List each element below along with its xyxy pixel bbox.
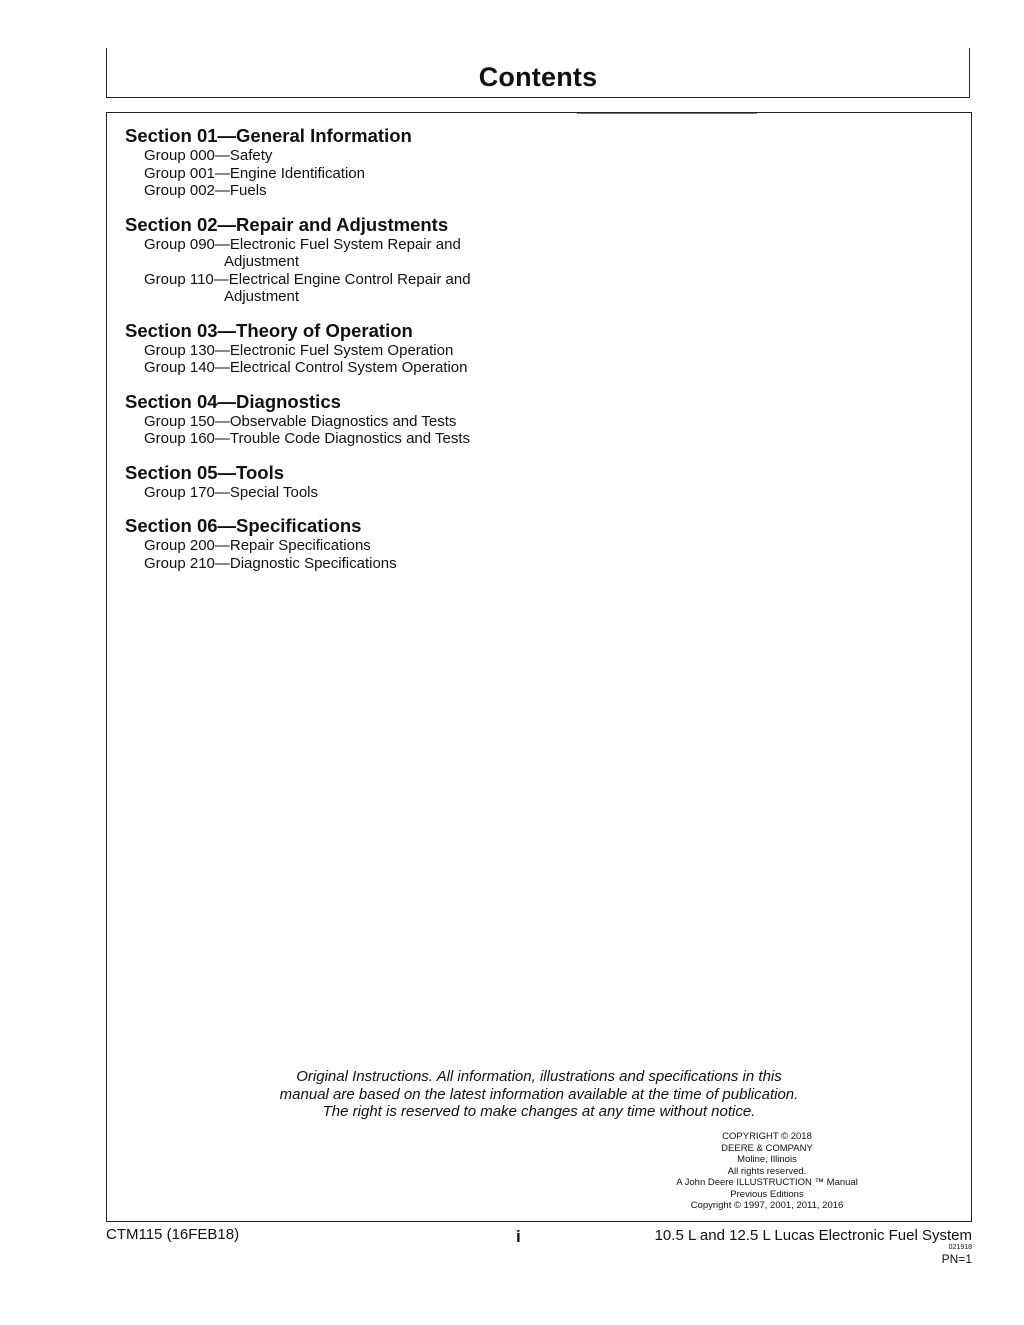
toc-group-item[interactable] xyxy=(125,165,725,183)
toc-group-list xyxy=(125,147,725,200)
footer-page-number: i xyxy=(516,1227,521,1246)
toc-group-label: Group 110—Electrical Engine Control Repair and xyxy=(144,270,471,288)
toc-group-label-continued: Adjustment xyxy=(224,288,300,305)
toc-section xyxy=(125,515,725,572)
toc-section xyxy=(125,320,725,377)
notice-line: Original Instructions. All information, illustrations and specifications in this xyxy=(296,1068,782,1085)
toc-group-label: Group 170—Special Tools xyxy=(144,483,318,501)
toc-group-list xyxy=(125,484,725,502)
footer-doc-id: CTM115 (16FEB18) xyxy=(106,1226,240,1243)
toc-section xyxy=(125,125,725,200)
toc-group-item[interactable] xyxy=(125,484,725,502)
toc-group-label: Group 140—Electrical Control System Operation xyxy=(144,359,468,376)
copyright-line: Moline, Illinois xyxy=(737,1154,797,1165)
copyright-line: Previous Editions xyxy=(730,1188,804,1200)
toc-group-item[interactable] xyxy=(125,359,725,377)
original-instructions-notice xyxy=(107,1068,971,1121)
toc-group-item[interactable] xyxy=(125,147,725,165)
toc-section-title[interactable]: Section 02—Repair and Adjustments xyxy=(125,213,449,235)
toc-group-label: Group 001—Engine Identification xyxy=(144,164,365,182)
notice-line: manual are based on the latest information available at the time of publication. xyxy=(279,1085,799,1103)
contents-box xyxy=(106,112,972,1222)
toc-group-label: Group 160—Trouble Code Diagnostics and Tests xyxy=(144,430,471,447)
copyright-line: All rights reserved. xyxy=(727,1165,807,1177)
toc-group-item[interactable] xyxy=(125,537,725,555)
page-title: Contents xyxy=(478,62,598,92)
header-box xyxy=(106,48,970,98)
copyright-line: DEERE & COMPANY xyxy=(721,1142,813,1154)
footer-code: 021918 xyxy=(948,1244,972,1251)
top-divider-accent xyxy=(577,113,757,114)
toc-group-label: Group 150—Observable Diagnostics and Tests xyxy=(144,412,457,430)
toc-group-label: Group 000—Safety xyxy=(144,147,273,164)
toc-section-title[interactable]: Section 06—Specifications xyxy=(125,515,362,536)
toc-group-label: Group 130—Electronic Fuel System Operation xyxy=(144,341,454,359)
toc-section-title[interactable]: Section 01—General Information xyxy=(125,125,412,146)
toc-section-title[interactable]: Section 05—Tools xyxy=(125,461,284,483)
footer-doc-title: 10.5 L and 12.5 L Lucas Electronic Fuel System xyxy=(654,1227,972,1244)
toc-group-list xyxy=(125,342,725,377)
toc-group-item[interactable] xyxy=(125,555,725,573)
table-of-contents xyxy=(125,125,725,586)
toc-group-list xyxy=(125,236,725,306)
copyright-line: COPYRIGHT © 2018 xyxy=(722,1131,812,1142)
toc-group-item[interactable] xyxy=(125,271,725,306)
toc-group-item[interactable] xyxy=(125,413,725,431)
toc-group-label: Group 090—Electronic Fuel System Repair and xyxy=(144,235,461,253)
toc-section xyxy=(125,214,725,306)
copyright-line: A John Deere ILLUSTRUCTION ™ Manual xyxy=(676,1177,858,1188)
toc-group-item[interactable] xyxy=(125,236,725,271)
toc-group-label-continued: Adjustment xyxy=(224,253,300,270)
toc-section xyxy=(125,462,725,502)
toc-section xyxy=(125,391,725,448)
toc-group-label: Group 210—Diagnostic Specifications xyxy=(144,554,397,572)
footer-pn: PN=1 xyxy=(941,1252,972,1266)
toc-group-label: Group 002—Fuels xyxy=(144,182,267,199)
toc-group-list xyxy=(125,413,725,448)
notice-line: The right is reserved to make changes at any time without notice. xyxy=(322,1103,756,1120)
copyright-block xyxy=(607,1131,927,1212)
toc-group-item[interactable] xyxy=(125,430,725,448)
toc-group-label: Group 200—Repair Specifications xyxy=(144,537,371,554)
toc-group-list xyxy=(125,537,725,572)
toc-group-item[interactable] xyxy=(125,182,725,200)
toc-section-title[interactable]: Section 03—Theory of Operation xyxy=(125,319,413,341)
toc-group-item[interactable] xyxy=(125,342,725,360)
copyright-line: Copyright © 1997, 2001, 2011, 2016 xyxy=(690,1200,844,1211)
toc-section-title[interactable]: Section 04—Diagnostics xyxy=(125,390,341,412)
